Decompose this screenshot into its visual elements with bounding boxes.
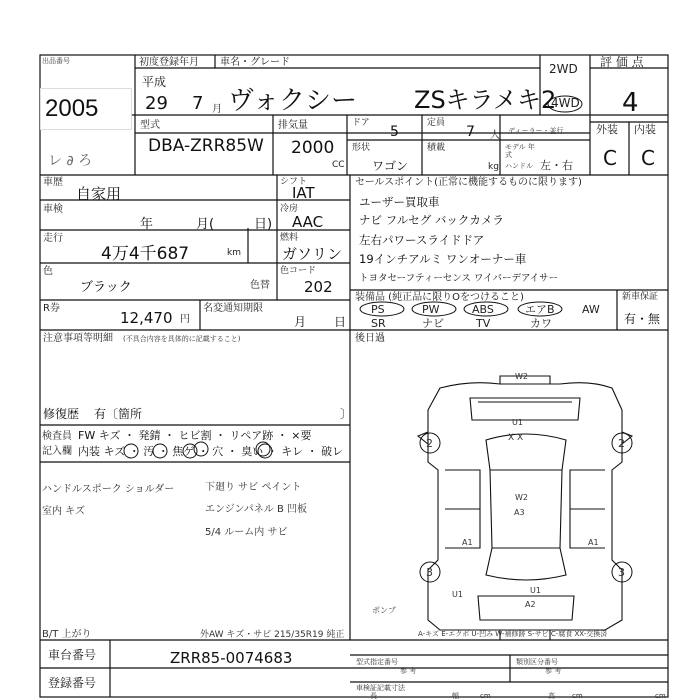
spec-label: 型式指定番号: [356, 658, 398, 666]
repair-value: 有〔箇所: [94, 407, 143, 421]
mark-left-u: U1: [452, 590, 463, 599]
mark-right-a: A1: [588, 538, 599, 547]
colorcode-label: 色コード: [280, 266, 317, 276]
ref-label: 参 考: [400, 667, 417, 675]
handwritten-note-1: ハンドルスポーク ショルダー: [42, 484, 175, 495]
score-value: 4: [622, 88, 639, 118]
fuel: ガソリン: [282, 245, 343, 263]
capacity: 7: [466, 124, 475, 140]
km-unit: km: [227, 248, 241, 258]
equipment-label: 装備品 (純正品に限りOをつけること): [355, 292, 524, 303]
mark-left-a: A1: [462, 538, 473, 547]
score-label: 評 価 点: [600, 55, 644, 69]
mark-mid2: A3: [514, 508, 525, 517]
equip-ps: PS: [371, 303, 385, 316]
length-label: 長: [370, 692, 377, 700]
loading-label: 積載: [427, 143, 446, 153]
repair-bracket-close: 〕: [340, 407, 353, 421]
handwritten-note-2: 室内 キズ: [42, 506, 85, 517]
cm-1: cm: [480, 692, 491, 700]
cm-3: cm: [655, 692, 666, 700]
car-grade-label: 車名・グレード: [220, 57, 290, 68]
mileage: 4万4千687: [101, 244, 190, 264]
model: DBA-ZRR85W: [148, 136, 264, 156]
ref2-label: 参 考: [545, 667, 562, 675]
mark-top: W2: [515, 372, 528, 381]
recycle-label: R券: [43, 303, 60, 314]
inspection-label: 車検: [43, 204, 63, 215]
car-name: ヴォクシー: [228, 86, 357, 116]
caution-label: 注意事項等明細: [43, 333, 113, 344]
shift: IAT: [292, 184, 315, 202]
drive-2wd: 2WD: [549, 62, 578, 76]
inspection-day: 日): [254, 217, 273, 232]
history-label: 車歴: [43, 177, 63, 188]
corner-scribble: レ ∂ ろ: [48, 153, 93, 169]
displacement-label: 排気量: [278, 120, 308, 131]
year: 29: [145, 93, 168, 114]
exterior-grade: C: [603, 146, 617, 170]
handwritten-note-7: 外AW キズ・サビ 215/35R19 純正: [200, 630, 345, 640]
color-label: 色: [43, 266, 53, 277]
shape-label: 形状: [352, 143, 371, 153]
equip-tv: TV: [476, 317, 491, 330]
fuel-label: 燃料: [280, 233, 299, 243]
mark-left-circle-top: 2: [426, 437, 433, 450]
equip-sr: SR: [371, 317, 386, 330]
equip-pw: PW: [422, 303, 440, 316]
history: 自家用: [76, 185, 122, 203]
chassis-number: ZRR85-0074683: [170, 649, 293, 667]
mark-right-circle-top: 2: [618, 437, 625, 450]
interior-grade: C: [641, 146, 655, 170]
cc-label: CC: [332, 160, 345, 170]
selling-points-label: セールスポイント(正常に機能するものに限ります): [355, 177, 582, 188]
color-change-label: 色替: [250, 280, 270, 291]
grade: ZSキラメキ2: [414, 86, 557, 114]
size-label: 車検証記載寸法: [356, 684, 405, 692]
mark-bottom-a: A2: [525, 600, 536, 609]
selling-point-1: ユーザー買取車: [359, 195, 440, 209]
dealer-label: ディーラー・並行: [508, 127, 564, 135]
kg-unit: kg: [488, 162, 499, 172]
displacement: 2000: [291, 138, 335, 158]
colorcode: 202: [304, 278, 333, 296]
repair-label: 修復歴: [43, 407, 80, 421]
check-items: FW キズ ・ 発錆 ・ ヒビ割 ・ リペア跡 ・ ×要: [78, 429, 312, 442]
handwritten-note-pump: ポンプ: [372, 606, 396, 615]
equip-navi: ナビ: [422, 317, 444, 330]
interior-label: 内装: [634, 123, 656, 136]
handwritten-note-5: エンジンパネル B 凹板: [205, 504, 308, 515]
shape: ワゴン: [372, 159, 409, 173]
cm-2: cm: [572, 692, 583, 700]
caution-small: (不具合内容を具体的に記載すること): [123, 335, 241, 343]
interior-items: 内装 キズ ・ 汚 ・ 焦ゲ ・ 穴 ・ 臭い ・ キレ ・ 破レ: [78, 445, 344, 458]
corner-label: 出品番号: [42, 57, 70, 65]
width-label: 幅: [452, 692, 459, 700]
class-label: 類別区分番号: [516, 658, 558, 666]
mark-mid: W2: [515, 493, 528, 502]
recycle: 12,470: [120, 309, 173, 327]
yen-unit: 円: [180, 314, 190, 325]
mileage-label: 走行: [43, 233, 63, 244]
color: ブラック: [80, 280, 132, 295]
record-label: 記入欄: [42, 446, 72, 457]
ac: AAC: [292, 213, 324, 231]
handle-label: ハンドル: [505, 162, 533, 170]
selling-point-3: 左右パワースライドドア: [359, 233, 485, 247]
shift-label: シフト: [280, 177, 308, 187]
chassis-label: 車台番号: [48, 648, 97, 662]
equip-leather: カワ: [530, 317, 552, 330]
equip-airbag: エアB: [525, 303, 555, 316]
equip-abs: ABS: [472, 303, 494, 316]
selling-point-4: 19インチアルミ ワンオーナー車: [359, 252, 527, 266]
inspection-year: 年: [140, 217, 154, 232]
registration-label: 登録番号: [48, 676, 97, 690]
mark-right-circle-bottom: 3: [618, 566, 625, 579]
doors-label: ドア: [352, 118, 370, 128]
nc-month: 月: [294, 315, 307, 329]
handwritten-note-6: 5/4 ルーム内 サビ: [205, 527, 288, 538]
name-change-label: 名変通知期限: [203, 303, 263, 314]
handwritten-note-3: B/T 上がり: [42, 629, 92, 640]
handwritten-note-4: 下廻り サビ ペイント: [205, 482, 302, 493]
damage-legend: A-キズ E-エクボ U-凹み W-補修跡 S-サビ C-腐食 XX-交換済: [418, 630, 608, 638]
person-unit: 人: [490, 130, 500, 141]
mark-left-circle-bottom: 3: [426, 566, 433, 579]
new-car-warranty-label: 新車保証: [622, 292, 659, 302]
year-overlay: 2005: [45, 95, 99, 122]
check-label: 検査員: [42, 431, 72, 442]
ac-label: 冷房: [280, 204, 299, 214]
height-label: 高: [548, 692, 555, 700]
month: 7: [192, 93, 204, 114]
era: 平成: [142, 75, 167, 89]
inspection-month: 月(: [196, 217, 215, 232]
rear-seat-label: 後日過: [355, 333, 385, 344]
drive-4wd: 4WD: [551, 96, 580, 110]
first-reg-label: 初度登録年月: [139, 57, 199, 68]
handle-value: 左・右: [540, 159, 573, 172]
doors: 5: [390, 124, 399, 140]
mark-bottom-u: U1: [530, 586, 541, 595]
equip-aw: AW: [582, 303, 600, 316]
new-car-warranty-value: 有・無: [624, 312, 661, 326]
mark-xx: X X: [508, 433, 524, 443]
exterior-label: 外装: [596, 123, 618, 136]
model-label: 型式: [140, 120, 160, 131]
nc-day: 日: [334, 315, 347, 329]
capacity-label: 定員: [427, 118, 446, 128]
model-year-label: モデル 年式: [505, 143, 535, 159]
selling-point-2: ナビ フルセグ バックカメラ: [359, 213, 504, 227]
mark-upper: U1: [512, 418, 523, 427]
selling-point-5: トヨタセーフティーセンス ワイパーデアイサー: [359, 273, 559, 284]
month-unit: 月: [212, 104, 222, 115]
